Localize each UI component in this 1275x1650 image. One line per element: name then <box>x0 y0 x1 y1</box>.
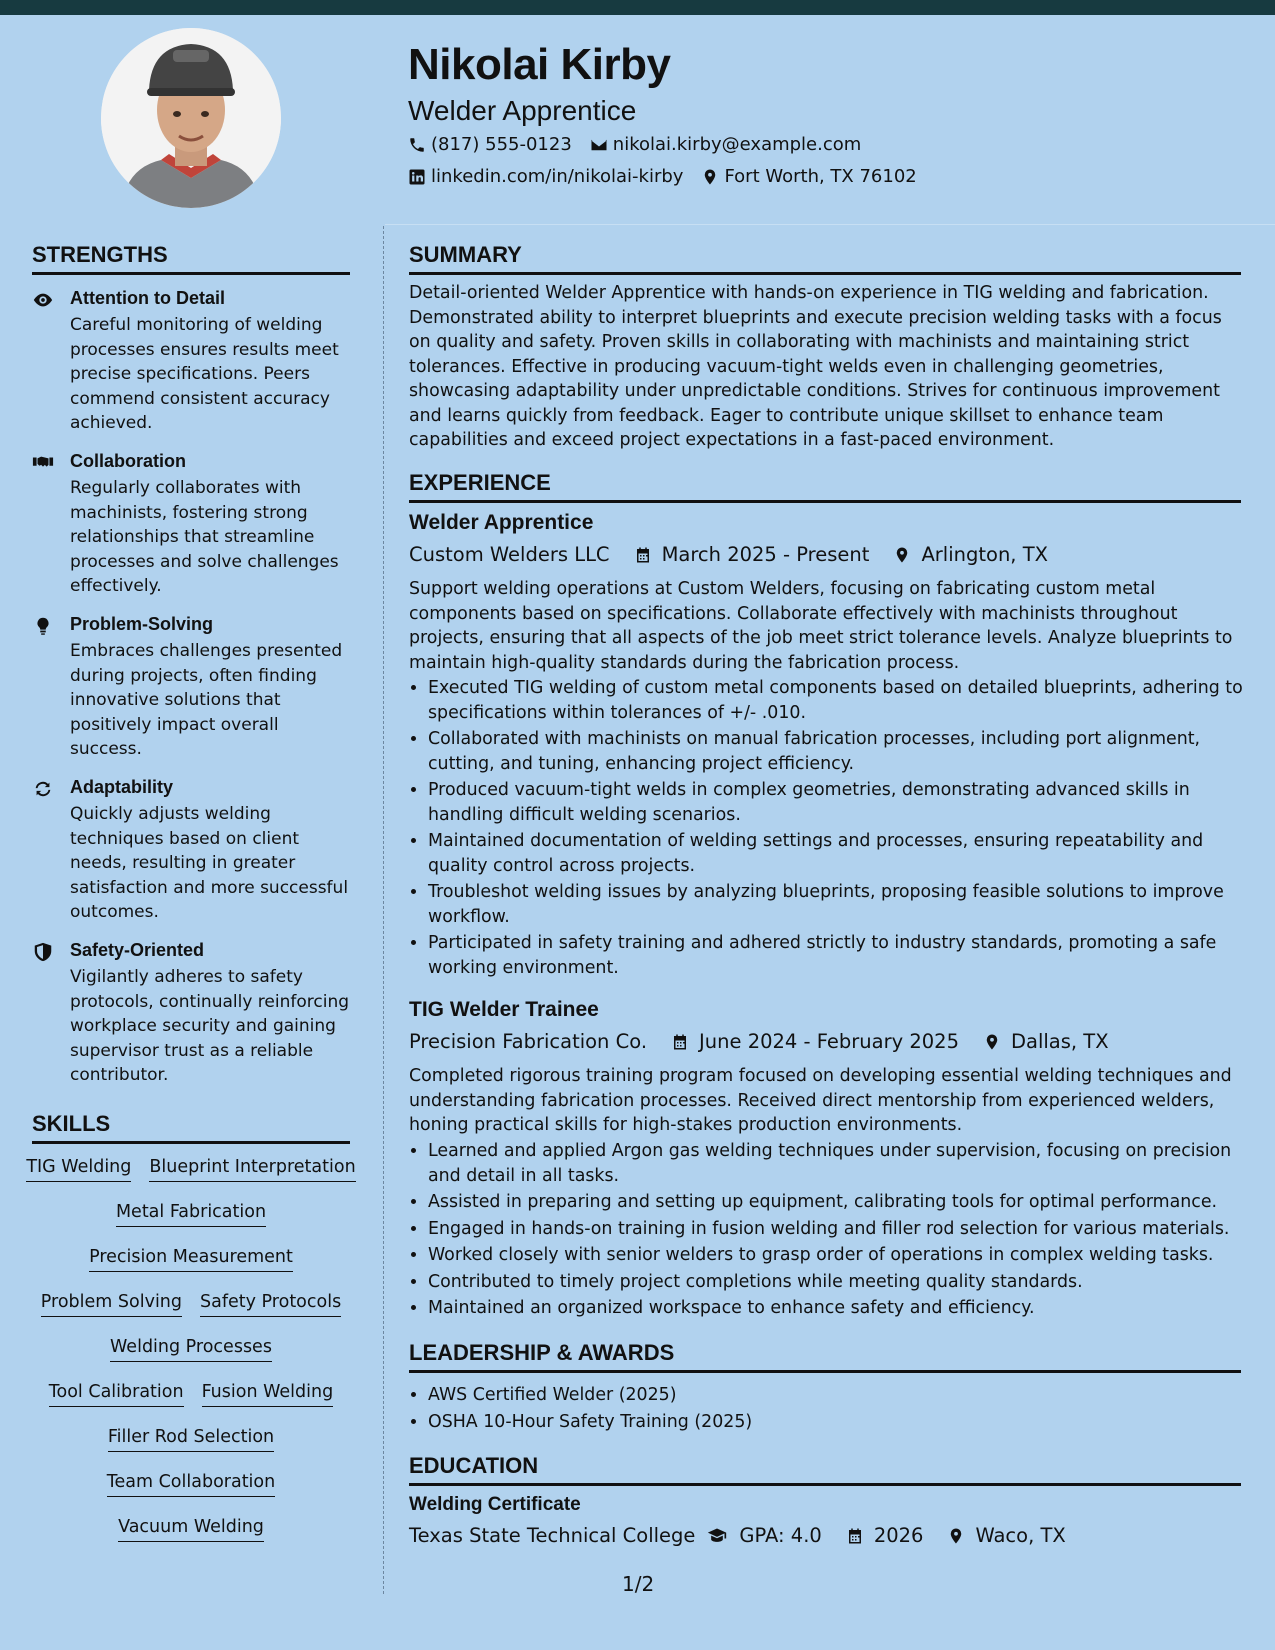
column-divider <box>383 226 384 1594</box>
education-degree: Welding Certificate <box>409 1494 581 1515</box>
strength-desc: Quickly adjusts welding techniques based on client needs, resulting in greater satisfaction and more successful outcomes. <box>70 804 349 922</box>
linkedin-contact[interactable] <box>408 166 683 187</box>
strength-desc: Careful monitoring of welding processes ensures results meet precise specifications. Peers commend consistent accuracy achieved. <box>70 315 339 433</box>
awards-list <box>409 1383 1260 1436</box>
list-item: • OSHA 10-Hour Safety Training (2025) <box>428 1410 1260 1435</box>
calendar-icon <box>671 1032 689 1052</box>
education-location: Waco, TX <box>975 1524 1066 1547</box>
summary-heading: SUMMARY <box>409 242 1241 275</box>
envelope-icon <box>590 136 608 154</box>
candidate-title: Welder Apprentice <box>408 95 637 126</box>
map-pin-icon <box>701 168 719 186</box>
list-item: • Produced vacuum-tight welds in complex geometries, demonstrating advanced skills in handling difficult welding scenarios. <box>428 778 1260 827</box>
job-company: Precision Fabrication Co. <box>409 1030 648 1053</box>
experience-heading: EXPERIENCE <box>409 470 1241 503</box>
calendar-icon <box>634 545 652 565</box>
list-item: • Executed TIG welding of custom metal components based on detailed blueprints, adhering to specifications within tolerances of +/- .010. <box>428 676 1260 725</box>
job-description: Support welding operations at Custom Welders, focusing on fabricating custom metal components based on specifications. Collaborate effectively with machinists throughout projects, ensuring that all aspects of the job meet strict tolerance levels. Analyze blueprints to maintain high-quality standards during the fabrication process. <box>409 579 1233 673</box>
job-description: Completed rigorous training program focused on developing essential welding techniques and understanding fabrication processes. Received direct mentorship from experienced welders, honing practical skills for high-stakes production environments. <box>409 1066 1232 1135</box>
skill-tag: Filler Rod Selection <box>108 1426 274 1452</box>
profile-photo <box>101 28 281 208</box>
linkedin-icon <box>408 168 426 186</box>
refresh-icon <box>32 779 56 799</box>
job-role: TIG Welder Trainee <box>409 998 599 1021</box>
map-pin-icon <box>983 1032 1001 1052</box>
skills-list <box>26 1156 356 1561</box>
list-item: • Engaged in hands-on training in fusion welding and filler rod selection for various materials. <box>428 1217 1260 1242</box>
skill-tag: Tool Calibration <box>49 1381 184 1407</box>
contact-row-1 <box>408 134 861 155</box>
skill-tag: Blueprint Interpretation <box>149 1156 355 1182</box>
skill-tag: Precision Measurement <box>89 1246 293 1272</box>
map-pin-icon <box>947 1526 965 1546</box>
top-bar <box>0 0 1275 15</box>
skill-tag: Vacuum Welding <box>118 1516 264 1542</box>
education-year: 2026 <box>873 1524 924 1547</box>
skills-heading: SKILLS <box>32 1111 350 1144</box>
list-item: • Maintained documentation of welding settings and processes, ensuring repeatability and quality control across projects. <box>428 829 1260 878</box>
location-text: Fort Worth, TX 76102 <box>724 166 917 187</box>
candidate-name: Nikolai Kirby <box>408 40 671 89</box>
email-contact[interactable] <box>590 134 862 155</box>
eye-icon <box>32 290 56 310</box>
list-item: • Troubleshot welding issues by analyzing blueprints, proposing feasible solutions to improve workflow. <box>428 880 1260 929</box>
list-item: • Worked closely with senior welders to grasp order of operations in complex welding tasks. <box>428 1243 1260 1268</box>
map-pin-icon <box>893 545 911 565</box>
list-item: • Collaborated with machinists on manual fabrication processes, including port alignment, cutting, and tuning, enhancing project efficiency. <box>428 727 1260 776</box>
skill-tag: Team Collaboration <box>107 1471 275 1497</box>
job-dates: June 2024 - February 2025 <box>699 1030 959 1053</box>
job-location: Dallas, TX <box>1011 1030 1109 1053</box>
list-item: • Assisted in preparing and setting up equipment, calibrating tools for optimal performance. <box>428 1190 1260 1215</box>
job-location: Arlington, TX <box>921 543 1048 566</box>
job-bullets <box>409 676 1260 982</box>
job-company: Custom Welders LLC <box>409 543 610 566</box>
strength-title: Adaptability <box>70 777 174 797</box>
location-contact <box>701 166 916 187</box>
education-heading: EDUCATION <box>409 1453 1241 1486</box>
job-role: Welder Apprentice <box>409 511 594 534</box>
education-school: Texas State Technical College <box>409 1524 696 1547</box>
skill-tag: Fusion Welding <box>202 1381 334 1407</box>
skill-tag: Safety Protocols <box>200 1291 341 1317</box>
list-item: • AWS Certified Welder (2025) <box>428 1383 1260 1408</box>
education-meta <box>409 1524 1066 1547</box>
summary-text: Detail-oriented Welder Apprentice with hands-on experience in TIG welding and fabrication. Demonstrated ability to interpret blueprints and execute precision welding tasks with a focus on quality and safety. Proven skills in collaborating with machinists and maintaining strict tolerances. Effective in producing vacuum-tight welds even in challenging geometries, showcasing adaptability under unpredictable conditions. Strives for continuous improvement and learns quickly from feedback. Eager to contribute unique skillset to enhance team capabilities and exceed project expectations in a fast-paced environment. <box>409 283 1222 450</box>
skill-tag: TIG Welding <box>26 1156 131 1182</box>
header-divider <box>385 224 1275 225</box>
phone-text: (817) 555-0123 <box>431 134 572 155</box>
skill-tag: Problem Solving <box>41 1291 182 1317</box>
list-item: • Participated in safety training and adhered strictly to industry standards, promoting a safe working environment. <box>428 931 1260 980</box>
contact-row-2 <box>408 166 917 187</box>
job-bullets <box>409 1139 1260 1323</box>
job-meta <box>409 1030 1109 1053</box>
list-item: • Learned and applied Argon gas welding techniques under supervision, focusing on precision and detail in all tasks. <box>428 1139 1260 1188</box>
email-text: nikolai.kirby@example.com <box>612 134 862 155</box>
shield-icon <box>32 942 56 962</box>
linkedin-text: linkedin.com/in/nikolai-kirby <box>431 166 684 187</box>
strength-title: Safety-Oriented <box>70 940 205 960</box>
strength-desc: Embraces challenges presented during projects, often finding innovative solutions that positively impact overall success. <box>70 641 343 759</box>
calendar-icon <box>846 1526 864 1546</box>
lightbulb-icon <box>32 616 56 636</box>
awards-heading: LEADERSHIP & AWARDS <box>409 1340 1241 1373</box>
phone-icon <box>408 136 426 154</box>
education-gpa: GPA: 4.0 <box>739 1524 822 1547</box>
graduation-cap-icon <box>705 1526 729 1546</box>
page-number: 1/2 <box>622 1572 655 1596</box>
skill-tag: Metal Fabrication <box>116 1201 266 1227</box>
strength-title: Problem-Solving <box>70 614 214 634</box>
strength-desc: Regularly collaborates with machinists, fostering strong relationships that streamline processes and solve challenges effectively. <box>70 478 339 596</box>
strength-title: Collaboration <box>70 451 186 471</box>
list-item: • Contributed to timely project completions while meeting quality standards. <box>428 1270 1260 1295</box>
strengths-heading: STRENGTHS <box>32 242 350 275</box>
list-item: • Maintained an organized workspace to enhance safety and efficiency. <box>428 1296 1260 1321</box>
handshake-icon <box>32 453 56 473</box>
phone-contact[interactable] <box>408 134 572 155</box>
job-dates: March 2025 - Present <box>661 543 870 566</box>
skill-tag: Welding Processes <box>110 1336 272 1362</box>
job-meta <box>409 543 1048 566</box>
strength-title: Attention to Detail <box>70 288 225 308</box>
avatar-illustration <box>101 28 281 208</box>
strength-desc: Vigilantly adheres to safety protocols, continually reinforcing workplace security and gaining supervisor trust as a reliable contributor. <box>70 967 350 1085</box>
